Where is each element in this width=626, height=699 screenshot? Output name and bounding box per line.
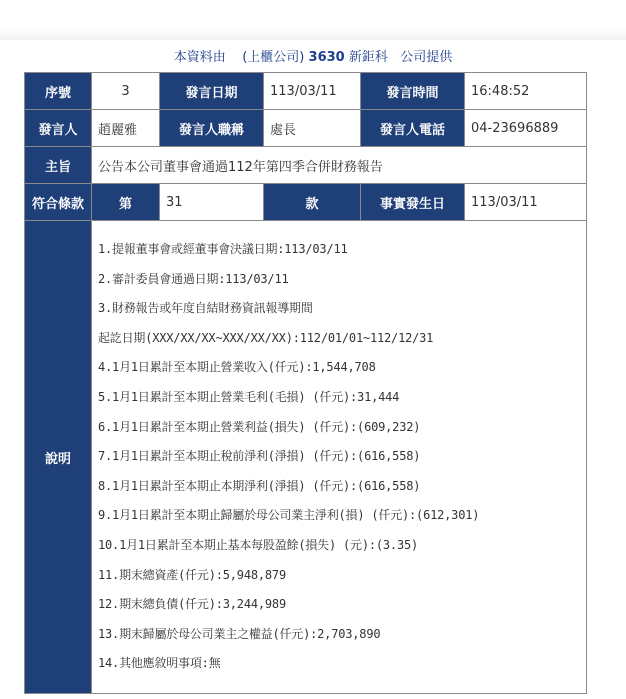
clause-label: 符合條款 [25, 184, 92, 221]
announcement-table [24, 72, 587, 694]
seq-value: 3 [92, 73, 160, 110]
clause-prefix: 第 [92, 184, 160, 221]
description-line: 12.期末總負債(仟元):3,244,989 [98, 597, 286, 612]
row-description [25, 221, 587, 694]
clause-suffix: 款 [264, 184, 361, 221]
description-line: 14.其他應敘明事項:無 [98, 656, 221, 671]
row-subject [25, 147, 587, 184]
description-line: 6.1月1日累計至本期止營業利益(損失) (仟元):(609,232) [98, 419, 421, 434]
row-clause [25, 184, 587, 221]
description-line: 2.審計委員會通過日期:113/03/11 [98, 271, 289, 286]
speaker-title-label: 發言人職稱 [160, 110, 264, 147]
speaker-phone-label: 發言人電話 [361, 110, 465, 147]
top-shade [0, 0, 626, 40]
date-value: 113/03/11 [264, 73, 361, 110]
description-line: 3.財務報告或年度自結財務資訊報導期間 [98, 301, 313, 316]
speaker-phone-value: 04-23696889 [465, 110, 587, 147]
description-body [92, 221, 587, 694]
description-line: 13.期末歸屬於母公司業主之權益(仟元):2,703,890 [98, 626, 381, 641]
company-code: 3630 [308, 50, 345, 65]
event-date-label: 事實發生日 [361, 184, 465, 221]
subject-value: 公告本公司董事會通過112年第四季合併財務報告 [92, 147, 587, 184]
subject-label: 主旨 [25, 147, 92, 184]
event-date-value: 113/03/11 [465, 184, 587, 221]
speaker-value: 趙麗雅 [92, 110, 160, 147]
company-type: (上櫃公司) [242, 50, 305, 65]
speaker-title-value: 處長 [264, 110, 361, 147]
description-line: 10.1月1日累計至本期止基本每股盈餘(損失) (元):(3.35) [98, 537, 419, 552]
description-line: 1.提報董事會或經董事會決議日期:113/03/11 [98, 242, 348, 257]
description-line: 9.1月1日累計至本期止歸屬於母公司業主淨利(損) (仟元):(612,301) [98, 508, 480, 523]
description-line: 4.1月1日累計至本期止營業收入(仟元):1,544,708 [98, 360, 376, 375]
clause-value: 31 [160, 184, 264, 221]
description-line: 7.1月1日累計至本期止稅前淨利(淨損) (仟元):(616,558) [98, 449, 421, 464]
description-line: 起訖日期(XXX/XX/XX~XXX/XX/XX):112/01/01~112/12/31 [98, 330, 434, 345]
description-line: 8.1月1日累計至本期止本期淨利(淨損) (仟元):(616,558) [98, 478, 421, 493]
row-speaker [25, 110, 587, 147]
time-value: 16:48:52 [465, 73, 587, 110]
provider-suffix: 公司提供 [400, 50, 453, 65]
date-label: 發言日期 [160, 73, 264, 110]
provider-prefix: 本資料由 [173, 50, 226, 65]
company-name: 新鉅科 [348, 50, 388, 65]
seq-label: 序號 [25, 73, 92, 110]
description-line: 11.期末總資產(仟元):5,948,879 [98, 567, 286, 582]
speaker-label: 發言人 [25, 110, 92, 147]
time-label: 發言時間 [361, 73, 465, 110]
description-line: 5.1月1日累計至本期止營業毛利(毛損) (仟元):31,444 [98, 390, 400, 405]
row-sequence [25, 73, 587, 110]
description-label: 說明 [25, 221, 92, 694]
provider-line [0, 46, 626, 65]
